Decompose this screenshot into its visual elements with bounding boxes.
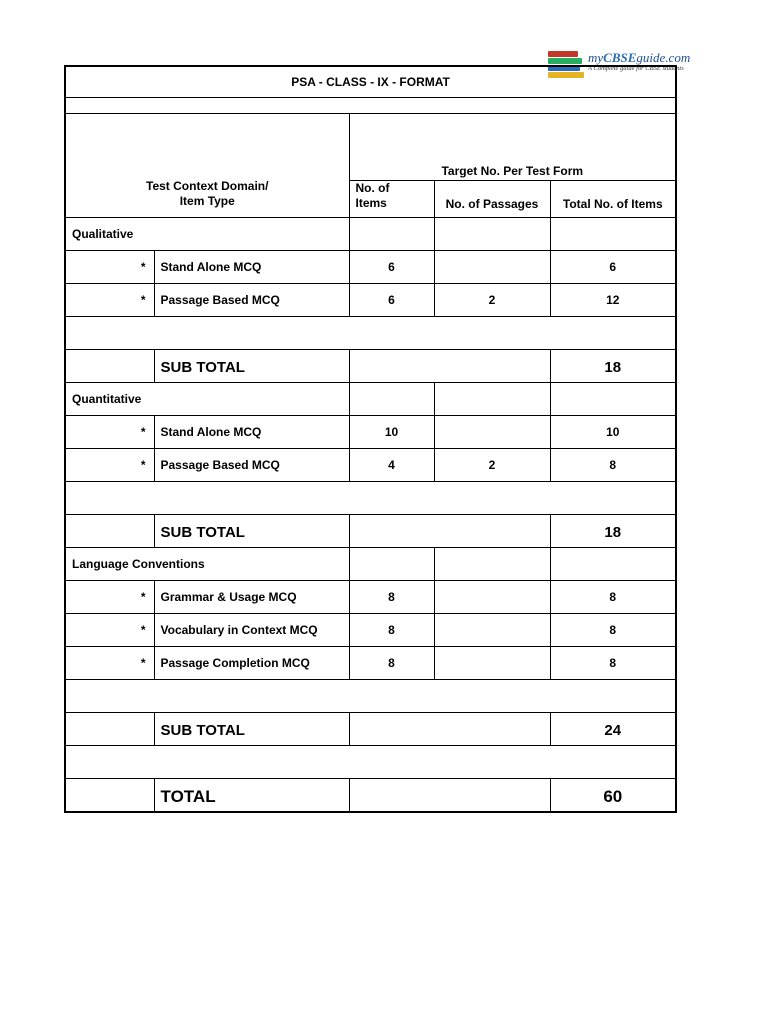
subtotal-row: SUB TOTAL 18 bbox=[65, 515, 676, 548]
table-row: * Stand Alone MCQ 6 6 bbox=[65, 251, 676, 284]
format-table bbox=[64, 65, 677, 813]
subtotal-row: SUB TOTAL 24 bbox=[65, 713, 676, 746]
table-row: * Passage Completion MCQ 8 8 bbox=[65, 647, 676, 680]
spacer-row bbox=[65, 680, 676, 713]
header-no-of-items: No. of Items bbox=[349, 181, 434, 218]
table-row: * Passage Based MCQ 4 2 8 bbox=[65, 449, 676, 482]
section-name: Qualitative bbox=[65, 218, 349, 251]
grand-total-label: TOTAL bbox=[154, 779, 349, 812]
logo-tagline: A Complete guide for CBSE students bbox=[588, 65, 684, 73]
table-row: * Stand Alone MCQ 10 10 bbox=[65, 416, 676, 449]
table-row: * Grammar & Usage MCQ 8 8 bbox=[65, 581, 676, 614]
header-no-of-passages: No. of Passages bbox=[434, 181, 550, 218]
section-name: Quantitative bbox=[65, 383, 349, 416]
spacer-row bbox=[65, 746, 676, 779]
table-row: * Passage Based MCQ 6 2 12 bbox=[65, 284, 676, 317]
grand-total-row bbox=[65, 779, 676, 812]
header-domain: Test Context Domain/ Item Type bbox=[65, 114, 349, 218]
logo-brand: myCBSEguide.com bbox=[588, 50, 691, 66]
header-target: Target No. Per Test Form bbox=[349, 114, 676, 181]
header-total-items: Total No. of Items bbox=[550, 181, 676, 218]
page-title: PSA - CLASS - IX - FORMAT bbox=[65, 66, 676, 98]
table-row: * Vocabulary in Context MCQ 8 8 bbox=[65, 614, 676, 647]
subtotal-row: SUB TOTAL 18 bbox=[65, 350, 676, 383]
section-name: Language Conventions bbox=[65, 548, 349, 581]
spacer-row bbox=[65, 98, 676, 114]
spacer-row bbox=[65, 317, 676, 350]
grand-total-value: 60 bbox=[550, 779, 676, 812]
spacer-row bbox=[65, 482, 676, 515]
